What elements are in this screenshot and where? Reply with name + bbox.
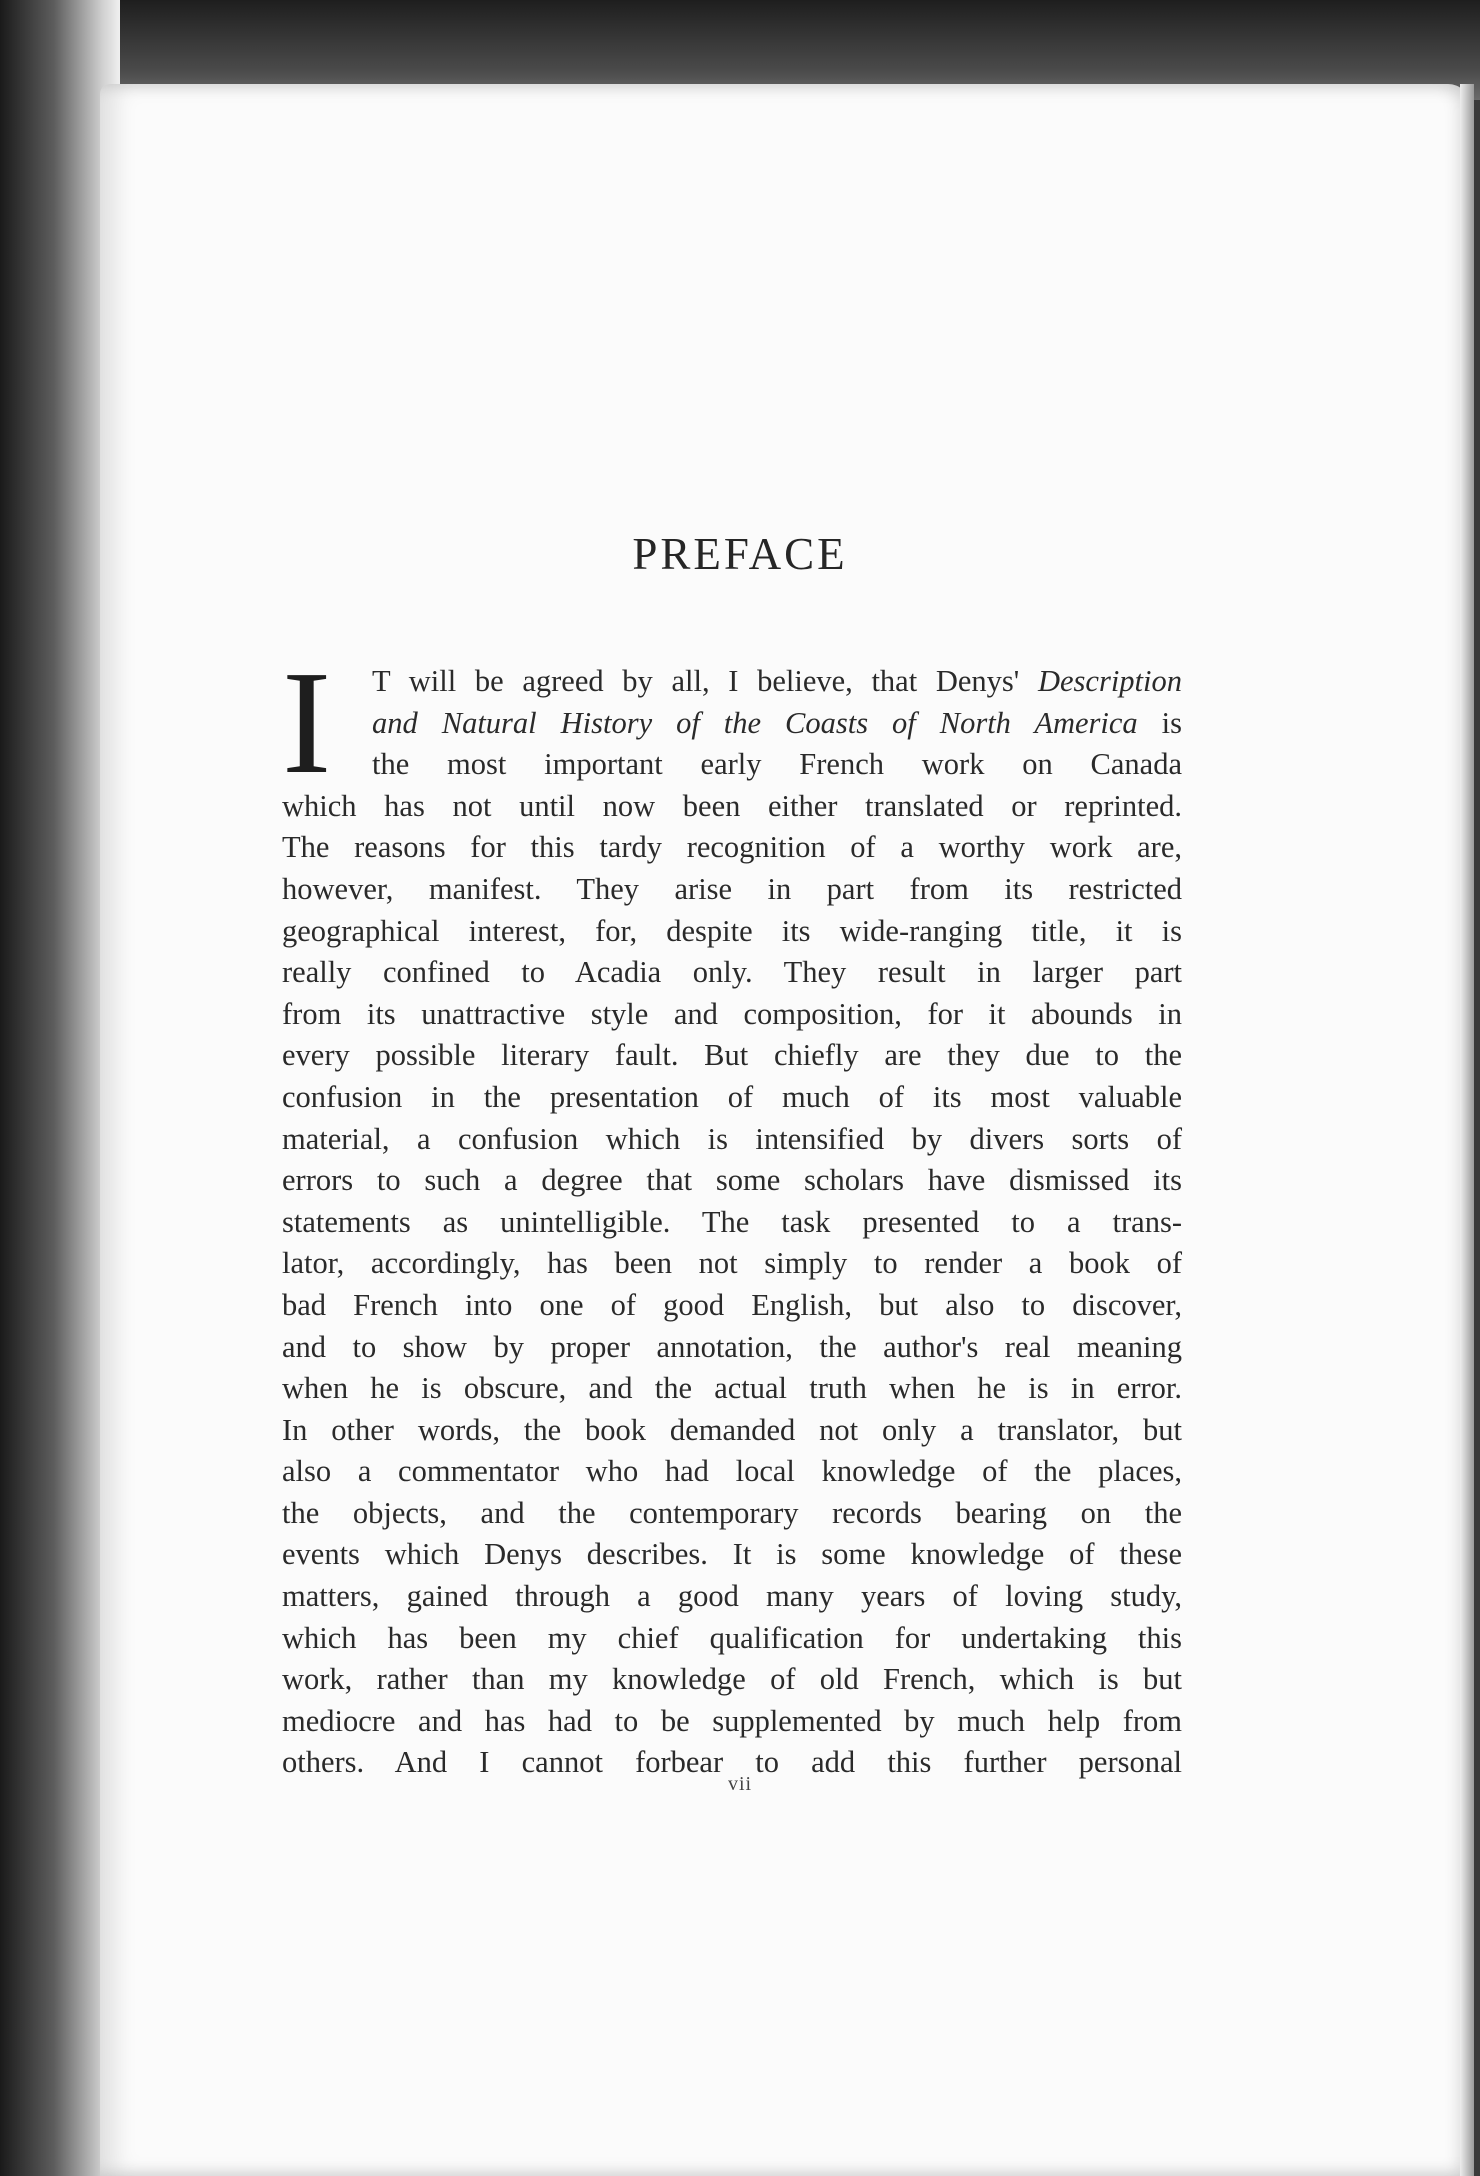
text-line [282, 952, 1182, 994]
line-text: the most important early French work on Canada [372, 747, 1182, 782]
text-line [282, 1534, 1182, 1576]
text-line [282, 1410, 1182, 1452]
line-text: In other words, the book demanded not only a translator, but [282, 1412, 1182, 1447]
line-text: the objects, and the contemporary records bearing on the [282, 1495, 1182, 1530]
drop-cap: I [282, 641, 332, 805]
line-text: work, rather than my knowledge of old French, which is but [282, 1662, 1182, 1697]
line-text: material, a confusion which is intensified by divers sorts of [282, 1121, 1182, 1156]
line-text: others. And I cannot forbear to add this further personal [282, 1745, 1182, 1780]
line-text: events which Denys describes. It is some knowledge of these [282, 1537, 1182, 1572]
page-title: PREFACE [632, 529, 848, 579]
text-line [282, 1035, 1182, 1077]
text-line [282, 1451, 1182, 1493]
line-text: The reasons for this tardy recognition of a worthy work are, [282, 830, 1182, 865]
text-line [282, 1368, 1182, 1410]
text-line [372, 744, 1182, 786]
line-text: which has not until now been either translated or reprinted. [282, 788, 1182, 823]
text-line [282, 1202, 1182, 1244]
page-number: vii [727, 1773, 753, 1795]
text-line [282, 1285, 1182, 1327]
text-line [282, 994, 1182, 1036]
text-line [282, 869, 1182, 911]
italic-title-text: Description [1037, 664, 1182, 698]
preface-text [282, 641, 1183, 1784]
text-line [282, 1160, 1182, 1202]
text-line [372, 703, 1182, 745]
text-line [282, 1077, 1182, 1119]
line-text: matters, gained through a good many years of loving study, [282, 1579, 1182, 1614]
line-text: really confined to Acadia only. They result in larger part [282, 955, 1182, 990]
text-line [282, 786, 1182, 828]
line-text: errors to such a degree that some scholars have dismissed its [282, 1163, 1182, 1198]
text-line [282, 1618, 1182, 1660]
line-text: mediocre and has had to be supplemented by much help from [282, 1703, 1182, 1738]
text-line [282, 1659, 1182, 1701]
line-text: confusion in the presentation of much of its most valuable [282, 1079, 1182, 1114]
line-text: from its unattractive style and composition, for it abounds in [282, 996, 1182, 1031]
line-text: T will be agreed by all, I believe, that Denys' [372, 664, 1038, 698]
line-text: however, manifest. They arise in part from its restricted [282, 871, 1182, 906]
page-edge [1460, 84, 1474, 2176]
text-line [282, 911, 1182, 953]
line-text: is [1137, 705, 1183, 740]
line-text: which has been my chief qualification for undertaking this [282, 1620, 1182, 1655]
line-text: also a commentator who had local knowledge of the places, [282, 1454, 1182, 1489]
text-line [282, 1701, 1182, 1743]
line-text: when he is obscure, and the actual truth when he is in error. [282, 1371, 1182, 1406]
text-line [282, 1576, 1182, 1618]
line-text: every possible literary fault. But chiefly are they due to the [282, 1038, 1182, 1073]
text-line [282, 1493, 1182, 1535]
line-text: lator, accordingly, has been not simply to render a book of [282, 1246, 1182, 1281]
italic-title-text: and Natural History of the Coasts of North America [372, 705, 1138, 740]
line-text: statements as unintelligible. The task presented to a trans- [282, 1204, 1182, 1239]
line-text: geographical interest, for, despite its wide-ranging title, it is [282, 913, 1182, 948]
text-line [282, 827, 1182, 869]
text-line [282, 1243, 1182, 1285]
text-line [282, 1119, 1182, 1161]
text-line [372, 661, 1182, 703]
line-text: bad French into one of good English, but also to discover, [282, 1287, 1182, 1322]
text-line [282, 1327, 1182, 1369]
line-text: and to show by proper annotation, the author's real meaning [282, 1329, 1182, 1364]
